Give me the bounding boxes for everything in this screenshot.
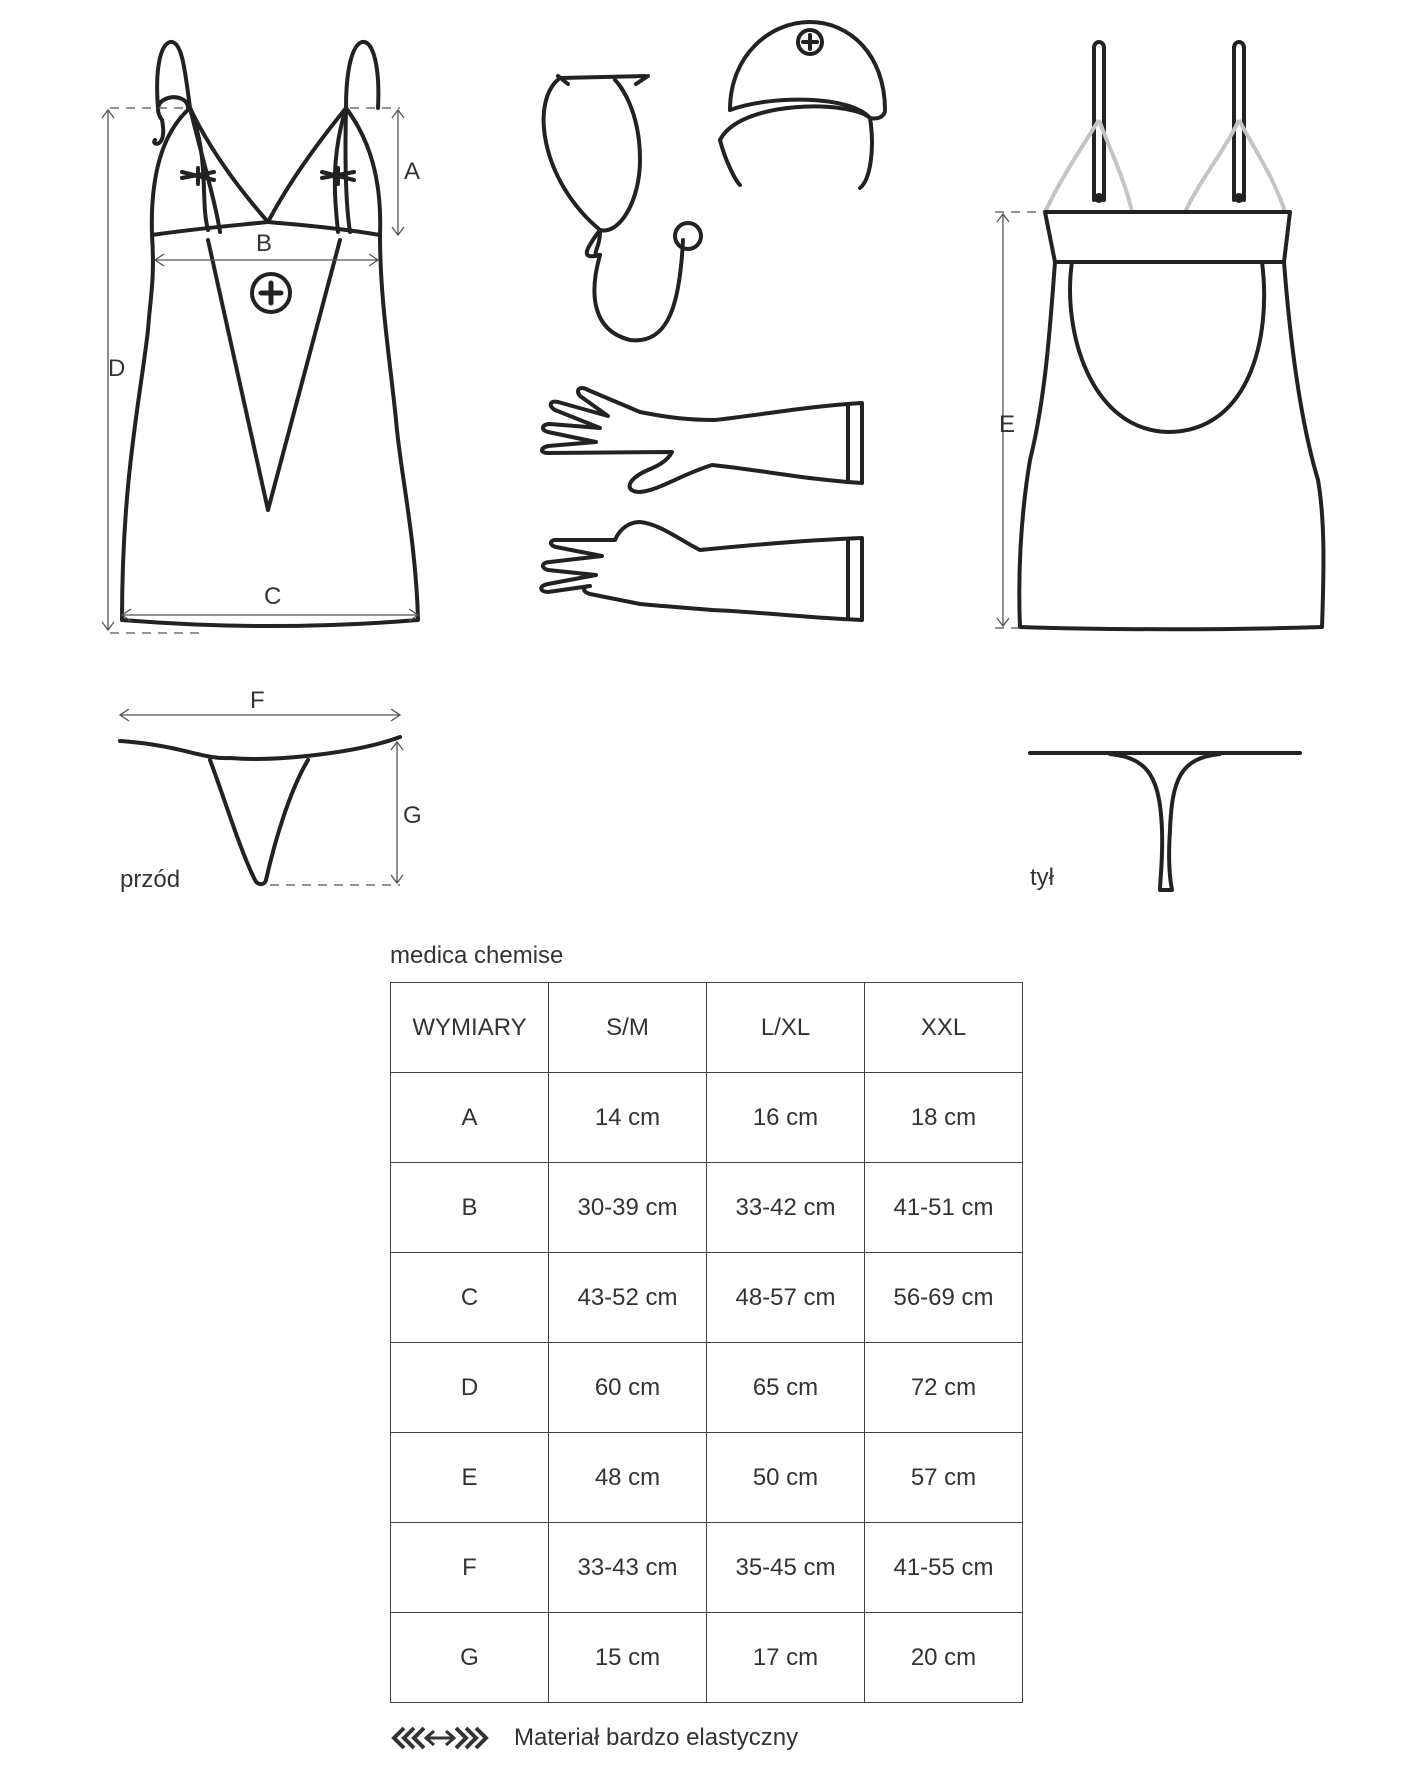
table-cell: WYMIARY	[391, 983, 549, 1073]
table-row	[391, 1523, 1023, 1613]
view-label-front: przód	[120, 866, 181, 893]
size-table	[390, 982, 1023, 1703]
front-dimension-lines	[102, 108, 421, 633]
dimension-label-d: D	[108, 355, 126, 382]
table-cell: C	[391, 1253, 549, 1343]
table-cell: 60 cm	[549, 1343, 707, 1433]
stretch-arrows-icon	[390, 1723, 490, 1753]
table-cell: 65 cm	[707, 1343, 865, 1433]
table-cell: 33-43 cm	[549, 1523, 707, 1613]
dimension-label-a: A	[404, 158, 421, 185]
table-cell: 33-42 cm	[707, 1163, 865, 1253]
table-cell: 17 cm	[707, 1613, 865, 1703]
legend-text: Materiał bardzo elastyczny	[514, 1724, 799, 1751]
glove-bottom-drawing	[541, 522, 862, 620]
nurse-cap-drawing	[720, 22, 885, 188]
table-cell: 72 cm	[865, 1343, 1023, 1433]
table-cell: 41-55 cm	[865, 1523, 1023, 1613]
thong-front-dimension-lines	[120, 709, 403, 885]
legend	[390, 1718, 798, 1758]
table-cell: F	[391, 1523, 549, 1613]
thong-front-drawing	[120, 737, 400, 884]
table-cell: 56-69 cm	[865, 1253, 1023, 1343]
table-header-row	[391, 983, 1023, 1073]
chemise-front-drawing	[122, 42, 421, 626]
table-cell: 48 cm	[549, 1433, 707, 1523]
table-cell: 18 cm	[865, 1073, 1023, 1163]
chemise-back-drawing	[1019, 42, 1323, 629]
table-cell: D	[391, 1343, 549, 1433]
table-row	[391, 1073, 1023, 1163]
table-cell: 15 cm	[549, 1613, 707, 1703]
thong-back-drawing	[1030, 753, 1300, 890]
table-cell: G	[391, 1613, 549, 1703]
dimension-label-b: B	[256, 230, 273, 257]
table-cell: 41-51 cm	[865, 1163, 1023, 1253]
table-cell: A	[391, 1073, 549, 1163]
table-row	[391, 1613, 1023, 1703]
table-cell: 57 cm	[865, 1433, 1023, 1523]
table-title: medica chemise	[390, 942, 564, 969]
table-row	[391, 1163, 1023, 1253]
table-row	[391, 1343, 1023, 1433]
table-cell: 30-39 cm	[549, 1163, 707, 1253]
table-cell: 43-52 cm	[549, 1253, 707, 1343]
table-cell: 50 cm	[707, 1433, 865, 1523]
table-cell: 35-45 cm	[707, 1523, 865, 1613]
table-cell: 16 cm	[707, 1073, 865, 1163]
dimension-label-c: C	[264, 583, 282, 610]
dimension-label-f: F	[250, 687, 265, 714]
dimension-label-g: G	[403, 802, 422, 829]
table-row	[391, 1433, 1023, 1523]
stethoscope-drawing	[544, 76, 701, 340]
view-label-back: tył	[1030, 864, 1054, 891]
table-cell: E	[391, 1433, 549, 1523]
table-cell: S/M	[549, 983, 707, 1073]
table-cell: B	[391, 1163, 549, 1253]
table-cell: XXL	[865, 983, 1023, 1073]
dimension-label-e: E	[999, 411, 1016, 438]
table-cell: 48-57 cm	[707, 1253, 865, 1343]
glove-top-drawing	[542, 388, 862, 492]
table-cell: 20 cm	[865, 1613, 1023, 1703]
table-cell: 14 cm	[549, 1073, 707, 1163]
table-row	[391, 1253, 1023, 1343]
table-cell: L/XL	[707, 983, 865, 1073]
